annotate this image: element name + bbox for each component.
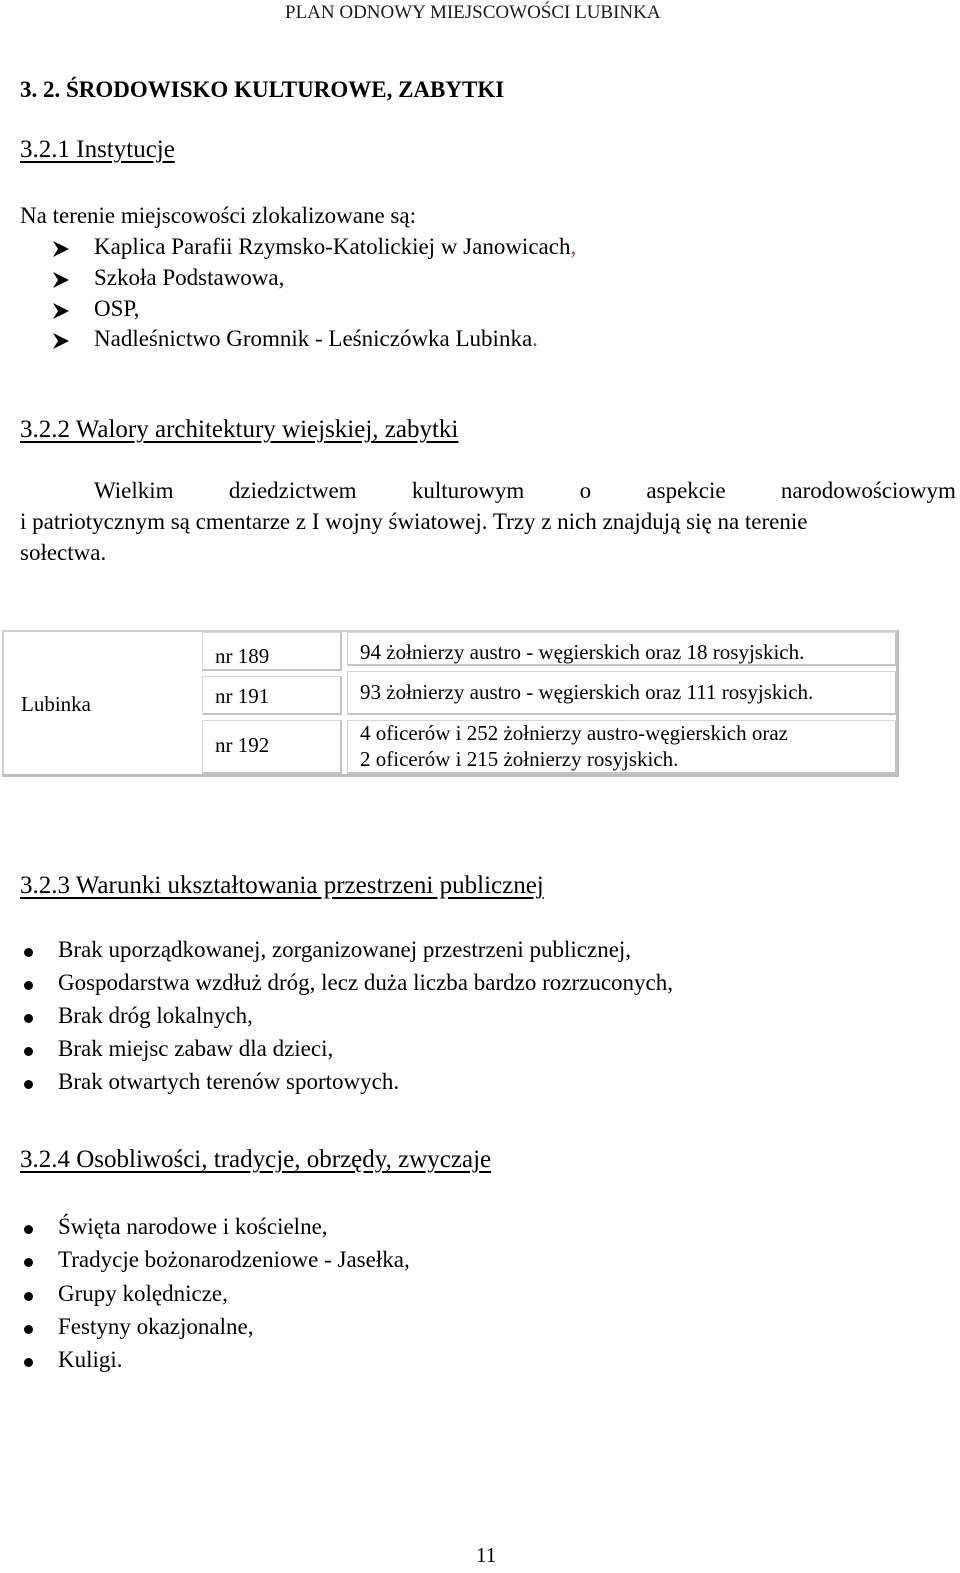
list-item bbox=[58, 1069, 399, 1095]
word: narodowościowym bbox=[780, 478, 956, 503]
list-item bbox=[94, 326, 538, 352]
list-item-text: Kaplica Parafii Rzymsko-Katolickiej w Janowicach bbox=[94, 234, 571, 259]
list-item-text: Kuligi. bbox=[58, 1347, 123, 1372]
list-item bbox=[94, 265, 284, 291]
running-header: PLAN ODNOWY MIEJSCOWOŚCI LUBINKA bbox=[285, 2, 661, 23]
list-item-text: Festyny okazjonalne, bbox=[58, 1314, 254, 1339]
list-item-text: Brak otwartych terenów sportowych. bbox=[58, 1069, 400, 1094]
page-number: 11 bbox=[476, 1543, 497, 1567]
cemetery-description: 4 oficerów i 252 żołnierzy austro-węgierskich oraz bbox=[360, 721, 788, 745]
heritage-paragraph-line1 bbox=[94, 478, 956, 504]
list-item bbox=[58, 1214, 328, 1240]
word: Wielkim bbox=[94, 478, 174, 503]
table-cell-place bbox=[4, 632, 197, 774]
cemetery-description: 2 oficerów i 215 żołnierzy rosyjskich. bbox=[360, 747, 679, 771]
section-title: 3. 2. ŚRODOWISKO KULTUROWE, ZABYTKI bbox=[20, 77, 505, 102]
table-cell-nr bbox=[202, 720, 342, 774]
list-item bbox=[94, 296, 139, 322]
bullet-dot-icon bbox=[24, 1080, 33, 1089]
list-item bbox=[94, 234, 576, 260]
arrowhead-bullet-icon bbox=[52, 302, 70, 320]
list-item-text: Brak uporządkowanej, zorganizowanej przestrzeni publicznej, bbox=[58, 937, 632, 962]
table-cell-desc bbox=[347, 720, 897, 774]
list-item bbox=[58, 1314, 253, 1340]
list-item-text: Gospodarstwa wzdłuż dróg, lecz duża liczba bardzo rozrzuconych, bbox=[58, 970, 673, 995]
place-name: Lubinka bbox=[21, 692, 91, 716]
heritage-paragraph-line3: sołectwa. bbox=[20, 540, 107, 565]
cemetery-table bbox=[2, 630, 899, 777]
list-item bbox=[58, 1347, 123, 1373]
list-item-text: Brak dróg lokalnych, bbox=[58, 1003, 253, 1028]
arrowhead-bullet-icon bbox=[52, 240, 70, 258]
word: dziedzictwem bbox=[228, 478, 357, 503]
list-item-text: Szkoła Podstawowa, bbox=[94, 265, 285, 290]
list-item-text: Nadleśnictwo Gromnik - Leśniczówka Lubinka bbox=[94, 326, 533, 351]
list-item bbox=[58, 937, 631, 963]
list-item-text: Święta narodowe i kościelne, bbox=[58, 1214, 328, 1239]
list-item bbox=[58, 1036, 333, 1062]
list-item-text: Brak miejsc zabaw dla dzieci, bbox=[58, 1036, 334, 1061]
list-item bbox=[58, 1247, 410, 1273]
institutions-intro: Na terenie miejscowości zlokalizowane są: bbox=[20, 203, 416, 228]
table-cell-desc bbox=[347, 632, 897, 666]
word: kulturowym bbox=[411, 478, 525, 503]
word: aspekcie bbox=[646, 478, 726, 503]
bullet-dot-icon bbox=[24, 1292, 33, 1301]
arrowhead-bullet-icon bbox=[52, 271, 70, 289]
subsection-title-public-space: 3.2.3 Warunki ukształtowania przestrzeni publicznej bbox=[20, 872, 544, 899]
bullet-dot-icon bbox=[24, 981, 33, 990]
bullet-dot-icon bbox=[24, 1225, 33, 1234]
table-cell-nr bbox=[202, 676, 342, 715]
subsection-title-institutions: 3.2.1 Instytucje bbox=[20, 136, 175, 163]
cemetery-description: 94 żołnierzy austro - węgierskich oraz 18 rosyjskich. bbox=[360, 640, 805, 664]
cemetery-description: 93 żołnierzy austro - węgierskich oraz 111 rosyjskich. bbox=[360, 680, 814, 704]
list-item bbox=[58, 1281, 228, 1307]
list-item-text: OSP, bbox=[94, 296, 140, 321]
subsection-title-traditions: 3.2.4 Osobliwości, tradycje, obrzędy, zwyczaje bbox=[20, 1146, 492, 1173]
word: o bbox=[579, 478, 592, 503]
cemetery-number: nr 189 bbox=[215, 644, 270, 668]
list-item bbox=[58, 1003, 253, 1029]
list-item-text: Tradycje bożonarodzeniowe - Jasełka, bbox=[58, 1247, 410, 1272]
list-item-punct: . bbox=[532, 326, 538, 351]
list-item bbox=[58, 970, 673, 996]
cemetery-number: nr 191 bbox=[215, 684, 270, 708]
bullet-dot-icon bbox=[24, 948, 33, 957]
table-cell-nr bbox=[202, 632, 342, 671]
bullet-dot-icon bbox=[24, 1047, 33, 1056]
heritage-paragraph-line2: i patriotycznym są cmentarze z I wojny światowej. Trzy z nich znajdują się na terenie bbox=[20, 509, 808, 534]
bullet-dot-icon bbox=[24, 1358, 33, 1367]
bullet-dot-icon bbox=[24, 1014, 33, 1023]
bullet-dot-icon bbox=[24, 1258, 33, 1267]
subsection-title-heritage: 3.2.2 Walory architektury wiejskiej, zabytki bbox=[20, 416, 459, 443]
arrowhead-bullet-icon bbox=[52, 332, 70, 350]
cemetery-number: nr 192 bbox=[215, 733, 270, 757]
list-item-text: Grupy kolędnicze, bbox=[58, 1281, 228, 1306]
list-item-punct: , bbox=[570, 234, 577, 259]
bullet-dot-icon bbox=[24, 1325, 33, 1334]
table-cell-desc bbox=[347, 671, 897, 715]
